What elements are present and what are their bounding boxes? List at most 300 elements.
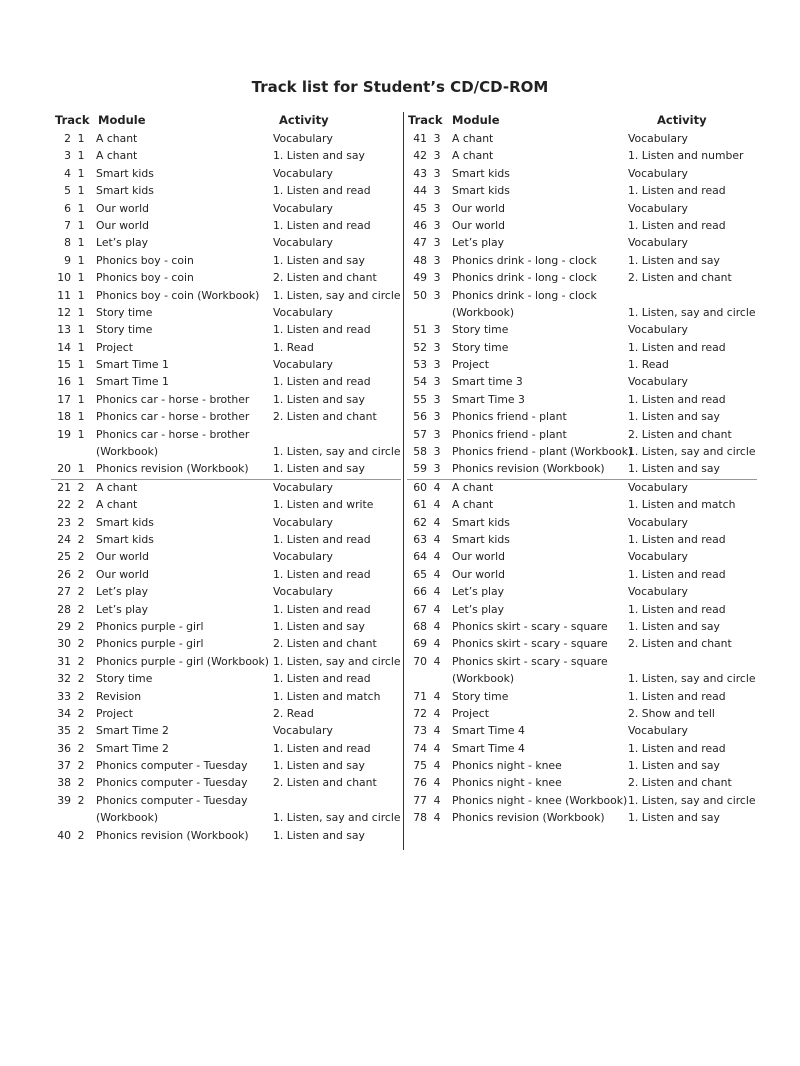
module-number: 4 bbox=[433, 637, 441, 651]
table-row bbox=[51, 148, 401, 165]
module-number: 4 bbox=[433, 498, 441, 512]
module-description: Let’s play bbox=[452, 236, 505, 250]
module-description: Phonics boy - coin bbox=[96, 253, 194, 267]
table-row bbox=[51, 758, 401, 775]
module-description: Story time bbox=[452, 689, 509, 703]
track-number: 11 bbox=[57, 288, 71, 302]
track-number: 51 bbox=[413, 323, 427, 337]
track-number: 54 bbox=[413, 375, 427, 389]
module-number: 3 bbox=[433, 375, 441, 389]
activity-label: 1. Listen and read bbox=[628, 392, 726, 406]
activity-label: 1. Listen and number bbox=[628, 149, 744, 163]
activity-label: 2. Read bbox=[273, 706, 314, 720]
table-row bbox=[407, 706, 757, 723]
track-number: 58 bbox=[413, 445, 427, 459]
track-number: 37 bbox=[57, 759, 71, 773]
table-row bbox=[51, 427, 401, 444]
activity-label: Vocabulary bbox=[273, 550, 333, 564]
track-number: 35 bbox=[57, 724, 71, 738]
track-number: 57 bbox=[413, 427, 427, 441]
activity-label: 1. Listen and read bbox=[273, 375, 371, 389]
module-number: 4 bbox=[433, 602, 441, 616]
module-number: 3 bbox=[433, 445, 441, 459]
module-number: 1 bbox=[77, 288, 85, 302]
module-description: Phonics skirt - scary - square bbox=[452, 619, 608, 633]
track-number: 47 bbox=[413, 236, 427, 250]
track-number: 55 bbox=[413, 392, 427, 406]
track-number: 75 bbox=[413, 759, 427, 773]
module-description: A chant bbox=[452, 149, 494, 163]
module-number: 4 bbox=[433, 550, 441, 564]
activity-label: 1. Listen and say bbox=[628, 410, 720, 424]
table-row bbox=[407, 741, 757, 758]
module-number: 2 bbox=[77, 532, 85, 546]
table-row bbox=[51, 183, 401, 200]
track-number: 65 bbox=[413, 567, 427, 581]
track-number: 78 bbox=[413, 811, 427, 825]
table-row bbox=[51, 567, 401, 584]
table-row bbox=[51, 166, 401, 183]
module-description: Smart Time 1 bbox=[96, 358, 169, 372]
track-number: 21 bbox=[57, 480, 71, 494]
activity-label: Vocabulary bbox=[628, 236, 688, 250]
module-number: 1 bbox=[77, 132, 85, 145]
track-number: 62 bbox=[413, 515, 427, 529]
table-row bbox=[51, 374, 401, 391]
header-activity: Activity bbox=[279, 113, 329, 127]
track-number: 31 bbox=[57, 654, 71, 668]
table-row bbox=[407, 461, 757, 478]
activity-label: Vocabulary bbox=[273, 201, 333, 215]
activity-label: 1. Listen and say bbox=[273, 828, 365, 842]
module-description: Our world bbox=[96, 201, 149, 215]
module-number: 4 bbox=[433, 567, 441, 581]
module-description: Phonics night - knee bbox=[452, 776, 562, 790]
track-number: 72 bbox=[413, 706, 427, 720]
module-description: Phonics skirt - scary - square bbox=[452, 654, 608, 668]
module-description: Project bbox=[96, 340, 133, 354]
table-row bbox=[407, 549, 757, 566]
module-description: Let’s play bbox=[452, 585, 505, 599]
table-row bbox=[51, 602, 401, 619]
activity-label: Vocabulary bbox=[628, 132, 688, 145]
track-number: 61 bbox=[413, 498, 427, 512]
table-row bbox=[407, 810, 757, 827]
module-number: 3 bbox=[433, 149, 441, 163]
module-description: Smart Time 2 bbox=[96, 741, 169, 755]
track-number: 30 bbox=[57, 637, 71, 651]
module-description: Phonics boy - coin bbox=[96, 271, 194, 285]
header-module: Module bbox=[452, 113, 500, 127]
module-description: A chant bbox=[452, 132, 494, 145]
module-number: 1 bbox=[77, 358, 85, 372]
activity-label: Vocabulary bbox=[273, 236, 333, 250]
table-row bbox=[407, 166, 757, 183]
module-description: Let’s play bbox=[96, 602, 149, 616]
module-description: Phonics skirt - scary - square bbox=[452, 637, 608, 651]
module-number: 3 bbox=[433, 323, 441, 337]
module-number: 1 bbox=[77, 253, 85, 267]
module-description: Story time bbox=[452, 340, 509, 354]
track-number: 50 bbox=[413, 288, 427, 302]
table-header bbox=[407, 110, 757, 131]
track-table-right bbox=[407, 110, 757, 828]
table-row bbox=[407, 636, 757, 653]
module-number: 2 bbox=[77, 672, 85, 686]
track-number: 33 bbox=[57, 689, 71, 703]
activity-label: 1. Listen, say and circle bbox=[273, 445, 401, 459]
module-number: 3 bbox=[433, 236, 441, 250]
table-row bbox=[407, 532, 757, 549]
track-number: 68 bbox=[413, 619, 427, 633]
module-number: 4 bbox=[433, 689, 441, 703]
module-description: Phonics car - horse - brother bbox=[96, 410, 250, 424]
table-row bbox=[407, 218, 757, 235]
activity-label: 2. Listen and chant bbox=[628, 637, 732, 651]
module-description: Smart kids bbox=[452, 532, 510, 546]
module-description: Let’s play bbox=[96, 236, 149, 250]
track-number: 10 bbox=[57, 271, 71, 285]
track-number: 5 bbox=[64, 184, 71, 198]
module-description: Smart kids bbox=[452, 515, 510, 529]
activity-label: Vocabulary bbox=[628, 375, 688, 389]
table-row bbox=[407, 253, 757, 270]
module-description: Project bbox=[452, 706, 489, 720]
module-number: 3 bbox=[433, 410, 441, 424]
activity-label: Vocabulary bbox=[628, 585, 688, 599]
activity-label: 1. Listen and read bbox=[628, 184, 726, 198]
module-number: 1 bbox=[77, 184, 85, 198]
module-description: Our world bbox=[96, 218, 149, 232]
module-number: 1 bbox=[77, 218, 85, 232]
track-number: 69 bbox=[413, 637, 427, 651]
activity-label: 1. Listen and say bbox=[273, 149, 365, 163]
table-row bbox=[51, 461, 401, 478]
activity-label: 1. Listen and say bbox=[273, 759, 365, 773]
activity-label: Vocabulary bbox=[628, 724, 688, 738]
track-number: 71 bbox=[413, 689, 427, 703]
activity-label: 2. Listen and chant bbox=[273, 637, 377, 651]
activity-label: 1. Listen and say bbox=[628, 253, 720, 267]
module-number: 3 bbox=[433, 166, 441, 180]
module-number: 2 bbox=[77, 706, 85, 720]
activity-label: 2. Listen and chant bbox=[628, 776, 732, 790]
activity-label: 1. Listen and read bbox=[628, 689, 726, 703]
table-row bbox=[51, 775, 401, 792]
table-row bbox=[407, 427, 757, 444]
table-row bbox=[51, 689, 401, 706]
table-row bbox=[407, 793, 757, 810]
module-number: 3 bbox=[433, 218, 441, 232]
module-description: Our world bbox=[96, 550, 149, 564]
module-description: Smart Time 4 bbox=[452, 724, 525, 738]
module-number: 2 bbox=[77, 550, 85, 564]
track-number: 52 bbox=[413, 340, 427, 354]
table-row bbox=[407, 619, 757, 636]
module-number: 4 bbox=[433, 585, 441, 599]
track-number: 13 bbox=[57, 323, 71, 337]
track-number: 63 bbox=[413, 532, 427, 546]
table-row bbox=[407, 131, 757, 148]
table-row bbox=[51, 810, 401, 827]
module-number: 1 bbox=[77, 462, 85, 476]
table-row bbox=[407, 775, 757, 792]
activity-label: 1. Listen and read bbox=[628, 741, 726, 755]
module-description: Phonics friend - plant bbox=[452, 410, 567, 424]
activity-label: 1. Listen and read bbox=[273, 602, 371, 616]
module-number: 2 bbox=[77, 619, 85, 633]
track-number: 12 bbox=[57, 305, 71, 319]
track-number: 22 bbox=[57, 498, 71, 512]
page-title: Track list for Student’s CD/CD-ROM bbox=[251, 78, 549, 96]
table-row bbox=[407, 758, 757, 775]
module-number: 3 bbox=[433, 201, 441, 215]
module-description: Project bbox=[96, 706, 133, 720]
module-description: Phonics computer - Tuesday bbox=[96, 793, 248, 807]
track-number: 44 bbox=[413, 184, 427, 198]
module-number: 3 bbox=[433, 427, 441, 441]
track-number: 34 bbox=[57, 706, 71, 720]
activity-label: 1. Read bbox=[273, 340, 314, 354]
module-description: A chant bbox=[96, 132, 138, 145]
table-row bbox=[407, 723, 757, 740]
module-description: Story time bbox=[452, 323, 509, 337]
activity-label: 1. Listen and match bbox=[628, 498, 736, 512]
module-number: 3 bbox=[433, 288, 441, 302]
module-description: Phonics revision (Workbook) bbox=[96, 828, 249, 842]
activity-label: 1. Listen and match bbox=[273, 689, 381, 703]
module-description: (Workbook) bbox=[96, 811, 159, 825]
table-row bbox=[407, 201, 757, 218]
activity-label: 1. Listen and read bbox=[628, 532, 726, 546]
activity-label: Vocabulary bbox=[628, 201, 688, 215]
track-number: 74 bbox=[413, 741, 427, 755]
activity-label: Vocabulary bbox=[273, 585, 333, 599]
track-number: 29 bbox=[57, 619, 71, 633]
activity-label: 1. Listen and write bbox=[273, 498, 374, 512]
table-row bbox=[51, 357, 401, 374]
table-row bbox=[407, 479, 757, 497]
module-description: A chant bbox=[452, 480, 494, 494]
module-number: 4 bbox=[433, 532, 441, 546]
table-row bbox=[407, 497, 757, 514]
module-number: 3 bbox=[433, 184, 441, 198]
table-row bbox=[51, 828, 401, 845]
table-row bbox=[51, 340, 401, 357]
table-row bbox=[407, 374, 757, 391]
module-number: 2 bbox=[77, 602, 85, 616]
activity-label: Vocabulary bbox=[273, 132, 333, 145]
module-number: 4 bbox=[433, 515, 441, 529]
module-number: 4 bbox=[433, 759, 441, 773]
track-number: 53 bbox=[413, 358, 427, 372]
table-row bbox=[407, 602, 757, 619]
activity-label: 1. Listen, say and circle bbox=[273, 288, 401, 302]
table-row bbox=[51, 479, 401, 497]
activity-label: Vocabulary bbox=[628, 323, 688, 337]
activity-label: 1. Listen, say and circle bbox=[628, 445, 756, 459]
module-number: 1 bbox=[77, 166, 85, 180]
module-description: Phonics boy - coin (Workbook) bbox=[96, 288, 260, 302]
table-row bbox=[51, 270, 401, 287]
activity-label: 1. Listen and read bbox=[628, 340, 726, 354]
module-number: 2 bbox=[77, 689, 85, 703]
module-description: Smart Time 4 bbox=[452, 741, 525, 755]
track-number: 28 bbox=[57, 602, 71, 616]
module-number: 4 bbox=[433, 724, 441, 738]
module-description: Phonics computer - Tuesday bbox=[96, 759, 248, 773]
module-number: 3 bbox=[433, 132, 441, 145]
module-description: Phonics purple - girl bbox=[96, 619, 204, 633]
module-description: Story time bbox=[96, 305, 153, 319]
module-description: Phonics drink - long - clock bbox=[452, 288, 597, 302]
table-row bbox=[51, 253, 401, 270]
activity-label: 1. Listen, say and circle bbox=[273, 654, 401, 668]
activity-label: 1. Listen and read bbox=[273, 532, 371, 546]
table-row bbox=[407, 515, 757, 532]
table-row bbox=[407, 288, 757, 305]
module-description: Smart kids bbox=[96, 515, 154, 529]
track-number: 76 bbox=[413, 776, 427, 790]
module-number: 1 bbox=[77, 236, 85, 250]
table-row bbox=[407, 270, 757, 287]
activity-label: Vocabulary bbox=[273, 515, 333, 529]
module-number: 3 bbox=[433, 253, 441, 267]
module-description: Revision bbox=[96, 689, 142, 703]
track-number: 45 bbox=[413, 201, 427, 215]
activity-label: 1. Listen, say and circle bbox=[628, 305, 756, 319]
track-number: 77 bbox=[413, 793, 427, 807]
activity-label: 1. Listen and read bbox=[628, 602, 726, 616]
track-number: 3 bbox=[64, 149, 71, 163]
module-number: 2 bbox=[77, 741, 85, 755]
track-number: 20 bbox=[57, 462, 71, 476]
track-number: 59 bbox=[413, 462, 427, 476]
module-description: Smart kids bbox=[452, 166, 510, 180]
track-number: 15 bbox=[57, 358, 71, 372]
track-number: 56 bbox=[413, 410, 427, 424]
track-number: 25 bbox=[57, 550, 71, 564]
table-row bbox=[51, 549, 401, 566]
module-description: Story time bbox=[96, 323, 153, 337]
module-number: 1 bbox=[77, 427, 85, 441]
table-row bbox=[51, 218, 401, 235]
table-row bbox=[407, 567, 757, 584]
module-description: Phonics drink - long - clock bbox=[452, 271, 597, 285]
module-number: 4 bbox=[433, 619, 441, 633]
module-number: 1 bbox=[77, 305, 85, 319]
module-description: Phonics purple - girl bbox=[96, 637, 204, 651]
table-row bbox=[51, 497, 401, 514]
module-number: 2 bbox=[77, 567, 85, 581]
track-number: 39 bbox=[57, 793, 71, 807]
module-description: Phonics revision (Workbook) bbox=[452, 462, 605, 476]
module-number: 2 bbox=[77, 637, 85, 651]
activity-label: Vocabulary bbox=[628, 550, 688, 564]
module-description: Smart time 3 bbox=[452, 375, 523, 389]
activity-label: 1. Listen and say bbox=[628, 462, 720, 476]
module-description: Phonics friend - plant bbox=[452, 427, 567, 441]
module-number: 4 bbox=[433, 480, 441, 494]
table-row bbox=[407, 409, 757, 426]
table-row bbox=[51, 741, 401, 758]
track-number: 7 bbox=[64, 218, 71, 232]
activity-label: 1. Listen, say and circle bbox=[628, 793, 756, 807]
track-number: 16 bbox=[57, 375, 71, 389]
module-description: (Workbook) bbox=[452, 305, 515, 319]
track-number: 41 bbox=[413, 132, 427, 145]
module-description: A chant bbox=[96, 498, 138, 512]
track-number: 36 bbox=[57, 741, 71, 755]
activity-label: 1. Listen and say bbox=[273, 392, 365, 406]
module-description: Story time bbox=[96, 672, 153, 686]
module-number: 3 bbox=[433, 358, 441, 372]
track-number: 14 bbox=[57, 340, 71, 354]
table-row bbox=[407, 444, 757, 461]
activity-label: 1. Listen and say bbox=[628, 759, 720, 773]
activity-label: 1. Listen and read bbox=[628, 567, 726, 581]
header-track: Track bbox=[55, 113, 90, 127]
module-description: Phonics purple - girl (Workbook) bbox=[96, 654, 269, 668]
module-number: 3 bbox=[433, 340, 441, 354]
track-number: 73 bbox=[413, 724, 427, 738]
activity-label: Vocabulary bbox=[628, 515, 688, 529]
table-row bbox=[407, 671, 757, 688]
module-description: Let’s play bbox=[452, 602, 505, 616]
track-number: 9 bbox=[64, 253, 71, 267]
module-description: Smart kids bbox=[96, 532, 154, 546]
module-description: Project bbox=[452, 358, 489, 372]
table-row bbox=[407, 689, 757, 706]
module-description: A chant bbox=[96, 149, 138, 163]
track-number: 4 bbox=[64, 166, 71, 180]
activity-label: 2. Show and tell bbox=[628, 706, 715, 720]
activity-label: Vocabulary bbox=[628, 480, 688, 494]
activity-label: 1. Listen and say bbox=[273, 253, 365, 267]
activity-label: 1. Listen and say bbox=[628, 811, 720, 825]
table-row bbox=[407, 305, 757, 322]
table-row bbox=[51, 671, 401, 688]
module-number: 2 bbox=[77, 515, 85, 529]
module-description: Our world bbox=[452, 218, 505, 232]
module-description: (Workbook) bbox=[96, 445, 159, 459]
table-header bbox=[51, 110, 401, 131]
activity-label: 1. Listen and read bbox=[273, 672, 371, 686]
module-description: Phonics drink - long - clock bbox=[452, 253, 597, 267]
module-number: 2 bbox=[77, 759, 85, 773]
activity-label: 1. Listen and say bbox=[273, 619, 365, 633]
table-row bbox=[51, 636, 401, 653]
table-row bbox=[407, 357, 757, 374]
module-number: 2 bbox=[77, 480, 85, 494]
module-number: 1 bbox=[77, 201, 85, 215]
module-number: 2 bbox=[77, 776, 85, 790]
track-number: 40 bbox=[57, 828, 71, 842]
track-number: 67 bbox=[413, 602, 427, 616]
column-divider bbox=[403, 112, 404, 850]
module-description: Phonics revision (Workbook) bbox=[452, 811, 605, 825]
activity-label: Vocabulary bbox=[273, 305, 333, 319]
module-description: Smart Time 1 bbox=[96, 375, 169, 389]
table-row bbox=[51, 706, 401, 723]
table-row bbox=[51, 515, 401, 532]
module-description: Phonics computer - Tuesday bbox=[96, 776, 248, 790]
module-description: Phonics revision (Workbook) bbox=[96, 462, 249, 476]
activity-label: 1. Listen and read bbox=[273, 323, 371, 337]
module-number: 1 bbox=[77, 375, 85, 389]
module-description: Smart kids bbox=[96, 184, 154, 198]
table-row bbox=[51, 305, 401, 322]
